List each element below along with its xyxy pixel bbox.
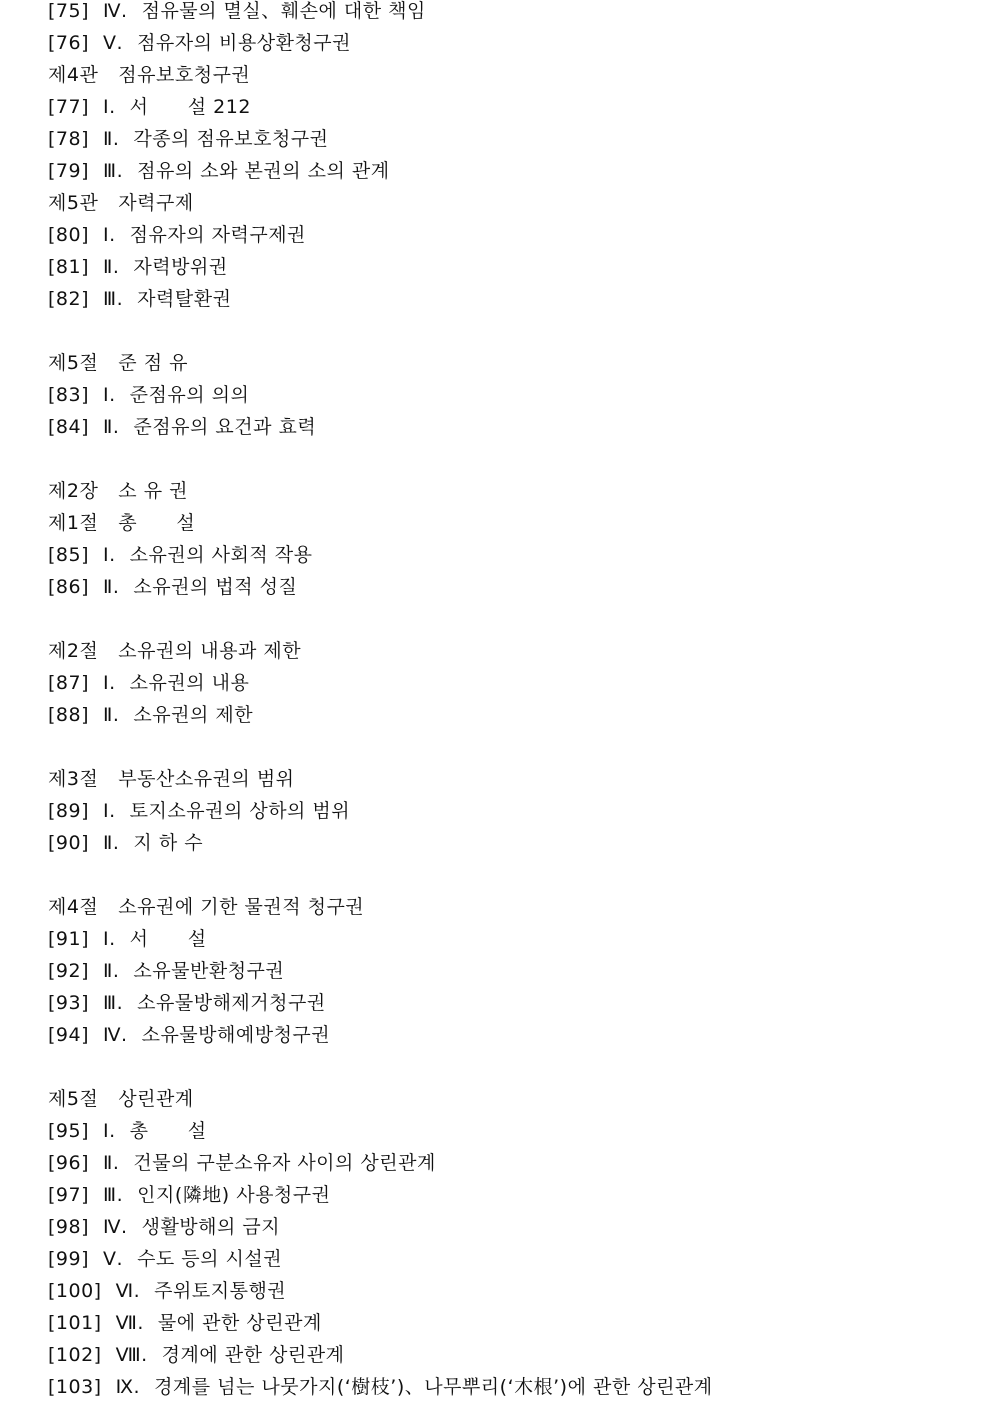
- toc-entry: [48, 1243, 978, 1275]
- entry-title: 물에 관한 상린관계: [157, 1312, 322, 1334]
- entry-number: [78]: [48, 128, 90, 150]
- entry-title: 경계를 넘는 나뭇가지(‘樹枝’)、나무뿌리(‘木根’)에 관한 상린관계: [154, 1376, 713, 1398]
- entry-title: 지 하 수: [133, 832, 204, 854]
- entry-title: 소유권의 내용: [129, 672, 250, 694]
- heading-title: 소유권에 기한 물권적 청구권: [118, 896, 365, 918]
- toc-entry: [48, 699, 978, 731]
- toc-heading: [48, 347, 978, 379]
- toc-heading: [48, 59, 978, 91]
- roman-numeral: Ⅱ.: [103, 1152, 120, 1174]
- entry-title: 소유권의 법적 성질: [133, 576, 298, 598]
- entry-title: 서 설: [129, 928, 207, 950]
- roman-numeral: Ⅸ.: [115, 1376, 141, 1398]
- roman-numeral: Ⅰ.: [103, 96, 116, 118]
- roman-numeral: Ⅱ.: [103, 416, 120, 438]
- roman-numeral: Ⅰ.: [103, 1120, 116, 1142]
- entry-number: [87]: [48, 672, 90, 694]
- roman-numeral: Ⅱ.: [103, 128, 120, 150]
- roman-numeral: Ⅰ.: [103, 544, 116, 566]
- toc-entry: [48, 1211, 978, 1243]
- entry-number: [95]: [48, 1120, 90, 1142]
- toc-entry: [48, 0, 978, 27]
- entry-number: [98]: [48, 1216, 90, 1238]
- entry-number: [83]: [48, 384, 90, 406]
- entry-number: [86]: [48, 576, 90, 598]
- toc-entry: [48, 155, 978, 187]
- entry-title: 준점유의 요건과 효력: [133, 416, 317, 438]
- entry-title: 인지(隣地) 사용청구권: [137, 1184, 331, 1206]
- toc-heading: [48, 635, 978, 667]
- toc-entry: [48, 1019, 978, 1051]
- toc-heading: [48, 187, 978, 219]
- entry-number: [89]: [48, 800, 90, 822]
- entry-title: 각종의 점유보호청구권: [133, 128, 329, 150]
- heading-title: 소유권의 내용과 제한: [118, 640, 302, 662]
- toc-heading: [48, 1083, 978, 1115]
- roman-numeral: Ⅴ.: [103, 1248, 124, 1270]
- toc-entry: [48, 27, 978, 59]
- roman-numeral: Ⅳ.: [103, 1216, 128, 1238]
- toc-entry: [48, 1275, 978, 1307]
- toc-entry: [48, 219, 978, 251]
- table-of-contents: [48, 0, 978, 1403]
- entry-number: [80]: [48, 224, 90, 246]
- entry-title: 소유물방해예방청구권: [141, 1024, 331, 1046]
- entry-title: 자력방위권: [133, 256, 228, 278]
- entry-title: 자력탈환권: [137, 288, 232, 310]
- entry-title: 점유자의 비용상환청구권: [137, 32, 351, 54]
- entry-number: [103]: [48, 1376, 102, 1398]
- section-spacer: [48, 603, 978, 635]
- entry-title: 경계에 관한 상린관계: [161, 1344, 345, 1366]
- entry-title: 점유의 소와 본권의 소의 관계: [137, 160, 390, 182]
- heading-title: 상린관계: [118, 1088, 194, 1110]
- entry-number: [91]: [48, 928, 90, 950]
- entry-title: 점유자의 자력구제권: [129, 224, 306, 246]
- entry-title: 소유권의 사회적 작용: [129, 544, 313, 566]
- toc-entry: [48, 987, 978, 1019]
- roman-numeral: Ⅰ.: [103, 928, 116, 950]
- entry-title: 주위토지통행권: [154, 1280, 287, 1302]
- entry-title: 총 설: [129, 1120, 207, 1142]
- roman-numeral: Ⅱ.: [103, 704, 120, 726]
- entry-number: [79]: [48, 160, 90, 182]
- entry-title: 생활방해의 금지: [141, 1216, 281, 1238]
- toc-entry: [48, 1179, 978, 1211]
- heading-title: 준 점 유: [118, 352, 188, 374]
- roman-numeral: Ⅶ.: [115, 1312, 144, 1334]
- roman-numeral: Ⅰ.: [103, 800, 116, 822]
- roman-numeral: Ⅲ.: [103, 288, 124, 310]
- heading-number: 제2절: [48, 640, 99, 662]
- roman-numeral: Ⅲ.: [103, 1184, 124, 1206]
- heading-title: 총 설: [118, 512, 196, 534]
- toc-entry: [48, 123, 978, 155]
- entry-title: 수도 등의 시설권: [137, 1248, 283, 1270]
- entry-number: [84]: [48, 416, 90, 438]
- entry-number: [92]: [48, 960, 90, 982]
- toc-entry: [48, 955, 978, 987]
- toc-entry: [48, 91, 978, 123]
- toc-heading: [48, 763, 978, 795]
- entry-title: 점유물의 멸실、훼손에 대한 책임: [141, 0, 426, 22]
- roman-numeral: Ⅱ.: [103, 960, 120, 982]
- toc-entry: [48, 1115, 978, 1147]
- section-spacer: [48, 859, 978, 891]
- toc-heading: [48, 891, 978, 923]
- roman-numeral: Ⅷ.: [115, 1344, 148, 1366]
- entry-number: [76]: [48, 32, 90, 54]
- heading-number: 제2장: [48, 480, 99, 502]
- entry-number: [88]: [48, 704, 90, 726]
- roman-numeral: Ⅳ.: [103, 0, 128, 22]
- toc-entry: [48, 283, 978, 315]
- entry-title: 건물의 구분소유자 사이의 상린관계: [133, 1152, 436, 1174]
- section-spacer: [48, 315, 978, 347]
- entry-number: [96]: [48, 1152, 90, 1174]
- heading-title: 소 유 권: [118, 480, 188, 502]
- toc-entry: [48, 827, 978, 859]
- entry-number: [90]: [48, 832, 90, 854]
- toc-entry: [48, 1307, 978, 1339]
- entry-number: [85]: [48, 544, 90, 566]
- toc-entry: [48, 1147, 978, 1179]
- toc-entry: [48, 379, 978, 411]
- toc-entry: [48, 667, 978, 699]
- entry-number: [82]: [48, 288, 90, 310]
- roman-numeral: Ⅴ.: [103, 32, 124, 54]
- heading-title: 부동산소유권의 범위: [118, 768, 295, 790]
- heading-title: 점유보호청구권: [118, 64, 251, 86]
- entry-title: 토지소유권의 상하의 범위: [129, 800, 351, 822]
- roman-numeral: Ⅳ.: [103, 1024, 128, 1046]
- toc-entry: [48, 539, 978, 571]
- heading-title: 자력구제: [118, 192, 194, 214]
- entry-number: [99]: [48, 1248, 90, 1270]
- roman-numeral: Ⅰ.: [103, 384, 116, 406]
- roman-numeral: Ⅰ.: [103, 224, 116, 246]
- entry-title: 소유물반환청구권: [133, 960, 285, 982]
- entry-title: 소유물방해제거청구권: [137, 992, 326, 1014]
- heading-number: 제5관: [48, 192, 99, 214]
- roman-numeral: Ⅲ.: [103, 160, 124, 182]
- toc-heading: [48, 507, 978, 539]
- entry-number: [100]: [48, 1280, 102, 1302]
- roman-numeral: Ⅵ.: [115, 1280, 141, 1302]
- heading-number: 제3절: [48, 768, 99, 790]
- heading-number: 제1절: [48, 512, 99, 534]
- section-spacer: [48, 1051, 978, 1083]
- toc-entry: [48, 1371, 978, 1403]
- toc-entry: [48, 923, 978, 955]
- entry-number: [94]: [48, 1024, 90, 1046]
- heading-number: 제5절: [48, 352, 99, 374]
- entry-number: [93]: [48, 992, 90, 1014]
- heading-number: 제5절: [48, 1088, 99, 1110]
- toc-entry: [48, 411, 978, 443]
- entry-title: 준점유의 의의: [129, 384, 250, 406]
- toc-entry: [48, 1339, 978, 1371]
- toc-entry: [48, 251, 978, 283]
- entry-number: [77]: [48, 96, 90, 118]
- roman-numeral: Ⅱ.: [103, 832, 120, 854]
- roman-numeral: Ⅰ.: [103, 672, 116, 694]
- section-spacer: [48, 443, 978, 475]
- roman-numeral: Ⅱ.: [103, 576, 120, 598]
- roman-numeral: Ⅱ.: [103, 256, 120, 278]
- entry-number: [101]: [48, 1312, 102, 1334]
- entry-number: [81]: [48, 256, 90, 278]
- entry-title: 소유권의 제한: [133, 704, 254, 726]
- roman-numeral: Ⅲ.: [103, 992, 124, 1014]
- toc-entry: [48, 571, 978, 603]
- heading-number: 제4관: [48, 64, 99, 86]
- heading-number: 제4절: [48, 896, 99, 918]
- entry-number: [97]: [48, 1184, 90, 1206]
- toc-heading: [48, 475, 978, 507]
- entry-number: [75]: [48, 0, 90, 22]
- toc-entry: [48, 795, 978, 827]
- entry-number: [102]: [48, 1344, 102, 1366]
- section-spacer: [48, 731, 978, 763]
- entry-title: 서 설 212: [129, 96, 251, 118]
